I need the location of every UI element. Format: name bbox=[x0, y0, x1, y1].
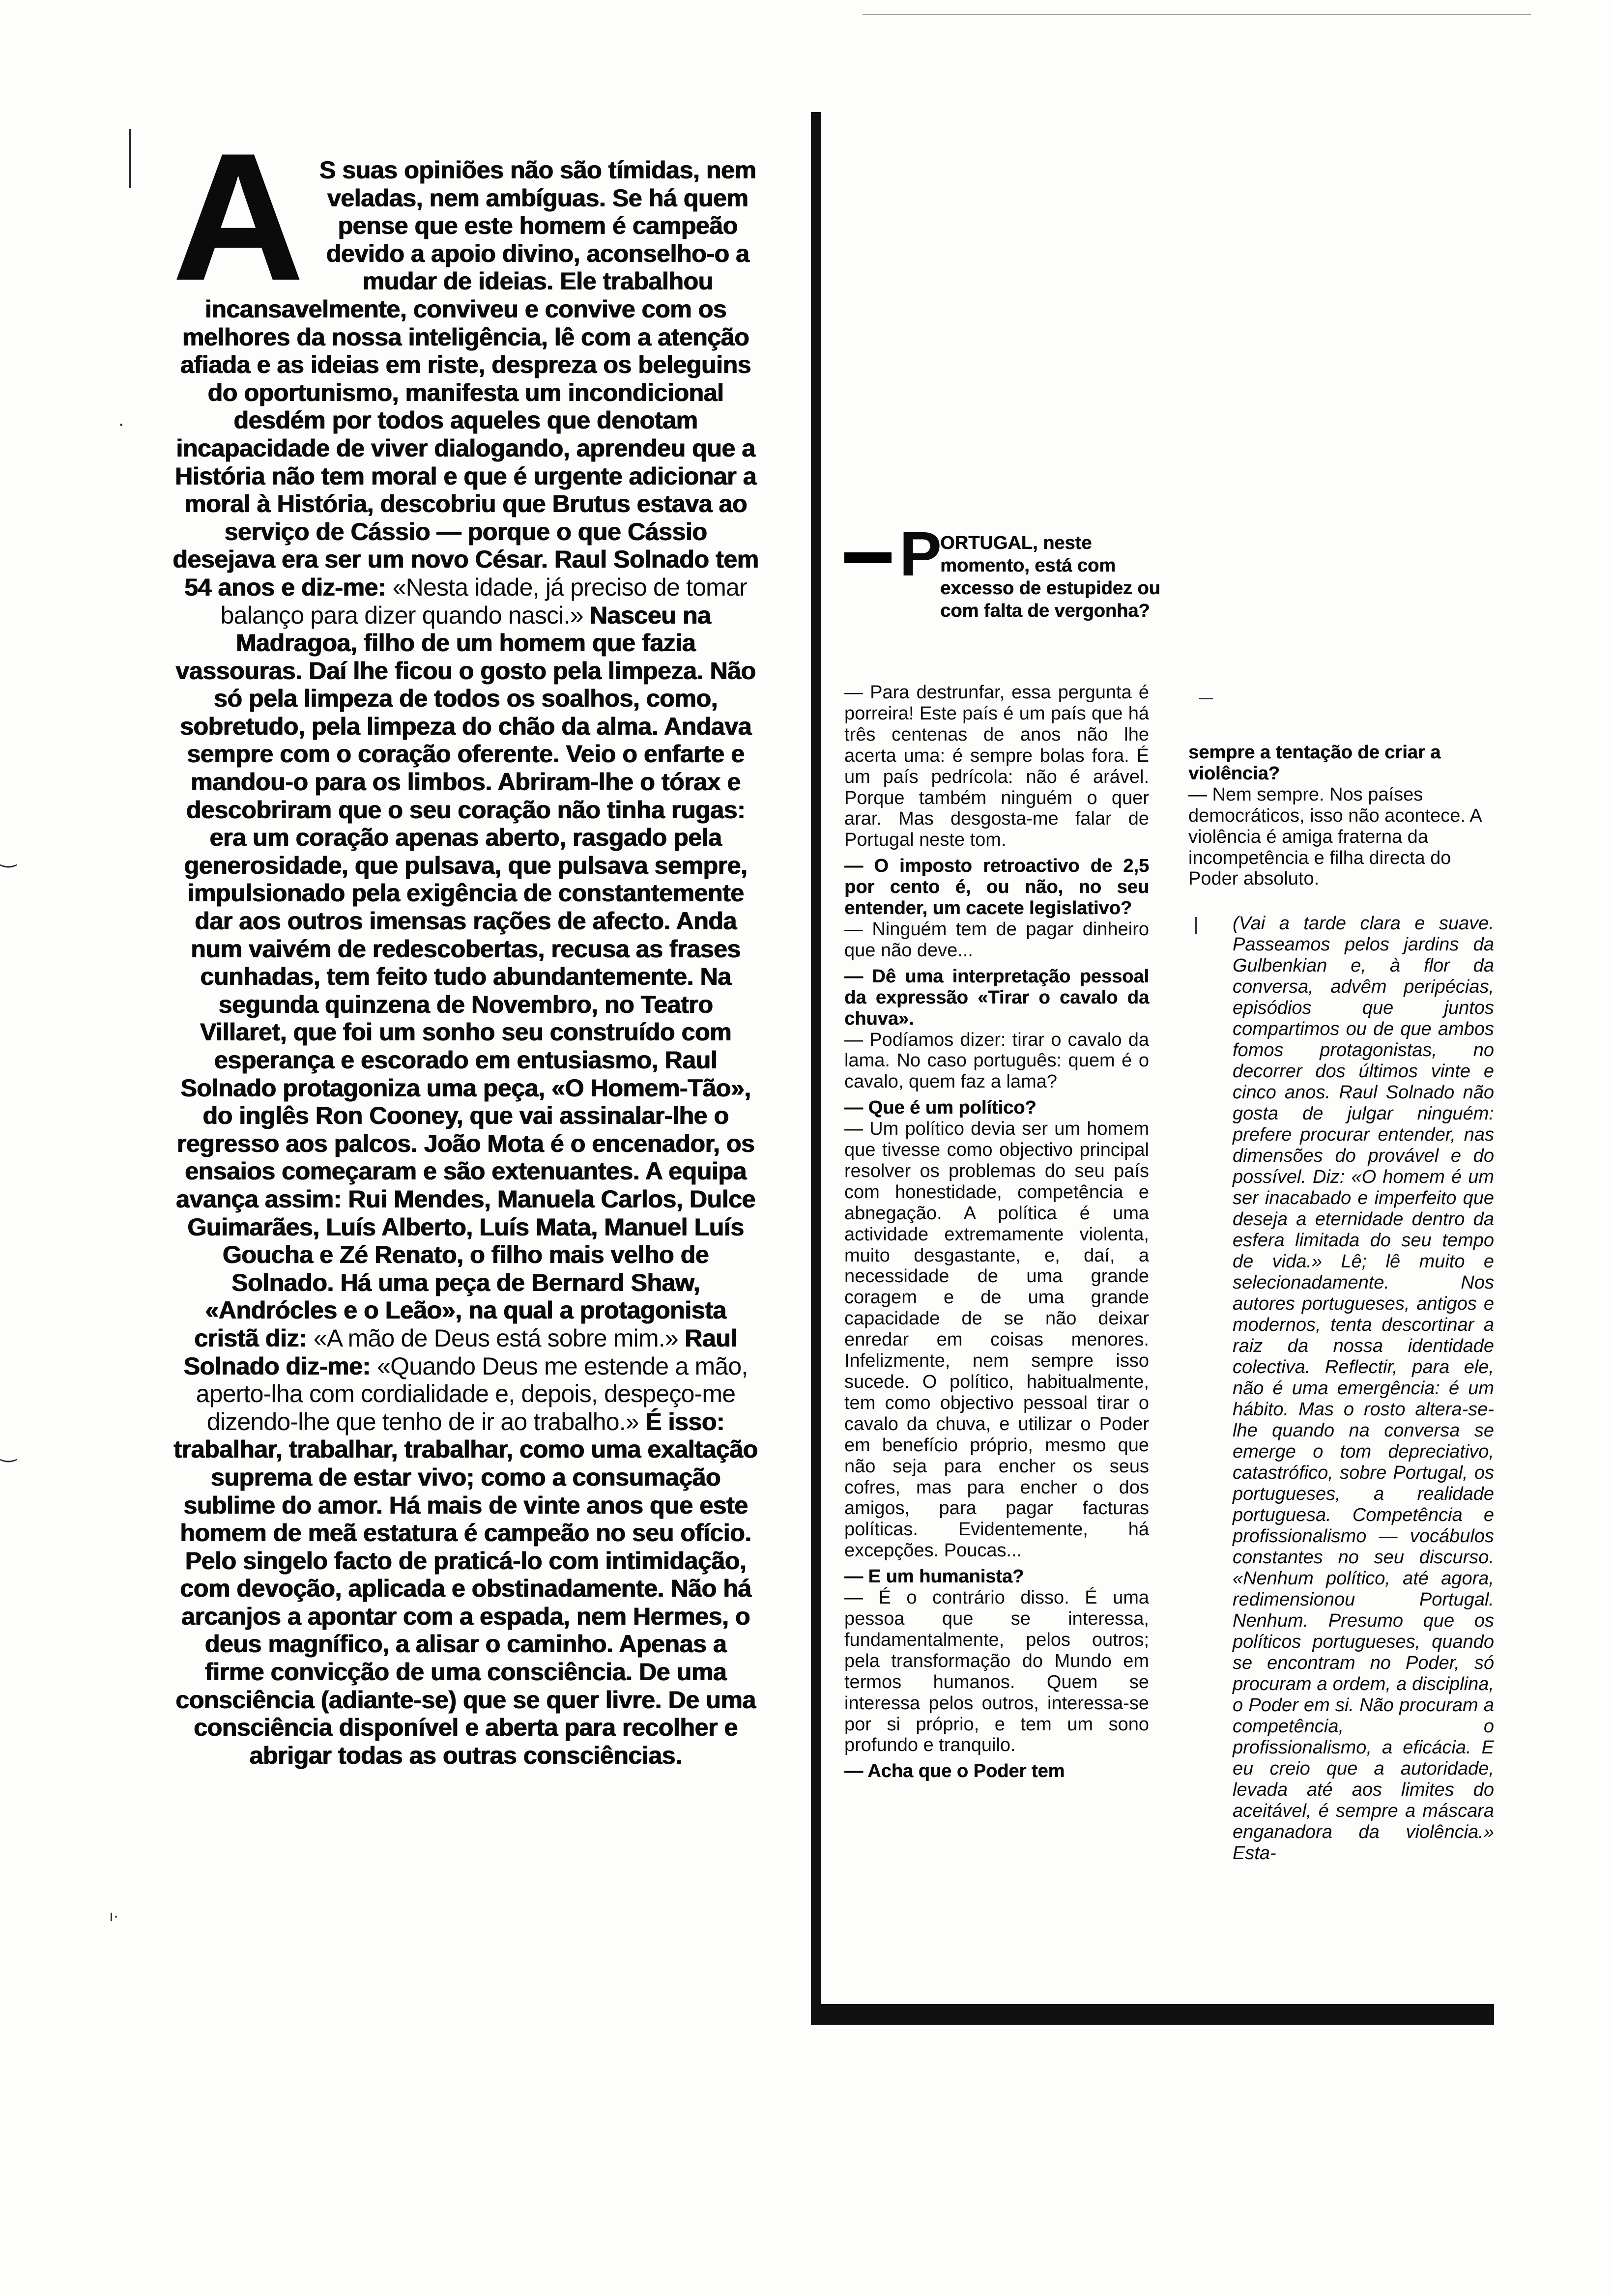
intro-column bbox=[172, 115, 759, 1769]
quote: «A mão de Deus está sobre mim.» bbox=[313, 1324, 685, 1352]
answer-text: — Ninguém tem de pagar dinheiro que não deve... bbox=[844, 918, 1149, 961]
scan-mark: ‿ bbox=[0, 846, 17, 867]
narrative-aside: (Vai a tarde clara e suave. Passeamos pelos jardins da Gulbenkian e, à flor da conversa, advêm peripécias, episódios que juntos compartimos ou de que ambos fomos protagonistas, no decorrer dos últimos vinte e cinco anos. Raul Solnado não gosta de julgar ninguém: prefere procurar entender, nas dimensões do provável e do possível. Diz: «O homem é um ser inacabado e imperfeito que deseja a eternidade dentro da esfera limitada do seu tempo de vida.» Lê; lê muito e selecionadamente. Nos autores portugueses, antigos e modernos, tenta descortinar a raiz da nossa identidade colectiva. Reflectir, para ele, não é uma emergência: é um hábito. Mas o rosto altera-se-lhe quando na conversa se emerge o tom depreciativo, catastrófico, sobre Portugal, os portugueses, a realidade portuguesa. Competência e profissionalismo — vocábulos constantes no seu discurso. «Nenhum político, até agora, redimensionou Portugal. Nenhum. Presumo que os políticos portugueses, quando se encontram no Poder, só procuram a ordem, a disciplina, o Poder em si. Não procuram a competência, o profissionalismo, a eficácia. E eu creio que a autoridade, levada até aos limites do aceitável, é sempre a máscara enganadora da violência.» Esta- bbox=[1233, 913, 1494, 1864]
scan-mark: ı· bbox=[109, 1907, 119, 1924]
frame-vertical-bar bbox=[811, 112, 821, 2004]
frame-bottom-bar bbox=[811, 2004, 1494, 2025]
question-text: — E um humanista? bbox=[844, 1566, 1024, 1587]
answer-text: — Para destrunfar, essa pergunta é porreira! Este país é um país que há três centenas de anos não lhe acerta uma: é sempre bolas fora. É um país pedrícola: não é arável. Porque também ninguém o quer arar. Mas desgosta-me falar de Portugal neste tom. bbox=[844, 682, 1149, 851]
question-text: — O imposto retroactivo de 2,5 por cento é, ou não, no seu entender, um cacete legislativo? bbox=[844, 856, 1149, 919]
intro-text: S suas opiniões não são tímidas, nem veladas, nem ambíguas. Se há quem pense que este homem é campeão devido a apoio divino, aconselho-o a mudar de ideias. Ele trabalhou incansavelmente, conviveu e convive com os melhores da nossa inteligência, lê com a atenção afiada e as ideias em riste, despreza os beleguins do oportunismo, manifesta um incondicional desdém por todos aqueles que denotam incapacidade de viver dialogando, aprendeu que a História não tem moral e que é urgente adicionar a moral à História, descobriu que Brutus estava ao serviço de Cássio — porque o que Cássio desejava era ser um novo César. Raul Solnado tem 54 anos e diz-me: bbox=[173, 156, 759, 601]
margin-mark bbox=[129, 129, 131, 188]
drop-cap-p: P bbox=[899, 519, 942, 589]
intro-text: É isso: trabalhar, trabalhar, trabalhar, como uma exaltação suprema de estar vivo; como a consumação sublime do amor. Há mais de vinte anos que este homem de meã estatura é campeão no seu ofício. Pelo singelo facto de praticá-lo com intimidação, com devoção, aplicada e obstinadamente. Não há arcanjos a apontar com a espada, nem Hermes, o deus magnífico, a alisar o caminho. Apenas a firme convicção de uma consciência. De uma consciência (adiante-se) que se quer livre. De uma consciência disponível e aberta para recolher e abrigar todas as outras consciências. bbox=[173, 1407, 758, 1769]
stray-mark bbox=[1199, 698, 1213, 699]
intro-text: Nasceu na Madragoa, filho de um homem que fazia vassouras. Daí lhe ficou o gosto pela limpeza. Não só pela limpeza de todos os soalhos, como, sobretudo, pela limpeza do chão da alma. Andava sempre com o coração oferente. Veio o enfarte e mandou-o para os limbos. Abriram-lhe o tórax e descobriram que o seu coração não tinha rugas: era um coração apenas aberto, rasgado pela generosidade, que pulsava, que pulsava sempre, impulsionado pela exigência de constantemente dar aos outros imensas rações de afecto. Anda num vaivém de redescobertas, recusa as frases cunhadas, tem feito tudo abundantemente. Na segunda quinzena de Novembro, no Teatro Villaret, que foi um sonho seu construído com esperança e escorado em entusiasmo, Raul Solnado protagoniza uma peça, «O Homem-Tão», do inglês Ron Cooney, que vai assinalar-lhe o regresso aos palcos. João Mota é o encenador, os ensaios começaram e são extenuantes. A equipa avança assim: Rui Mendes, Manuela Carlos, Dulce Guimarães, Luís Alberto, Luís Mata, Manuel Luís Goucha e Zé Renato, o filho mais velho de Solnado. Há uma peça de Bernard Shaw, «Andrócles e o Leão», na qual a protagonista cristã diz: bbox=[175, 601, 756, 1352]
question-text: — Acha que o Poder tem bbox=[844, 1761, 1065, 1782]
quote: «Quando Deus me estende a mão, aperto-lha com cordialidade e, depois, despeço-me dizendo-lhe que tenho de ir ao trabalho.» bbox=[196, 1352, 748, 1435]
scan-mark: ‿ bbox=[0, 1440, 17, 1462]
answer-text: — É o contrário disso. É uma pessoa que se interessa, fundamentalmente, pelos outros; pela transformação do Mundo em termos humanos. Quem se interessa pelos outros, interessa-se por si próprio, e tem um sono profundo e tranquilo. bbox=[844, 1587, 1149, 1756]
answer-text: — Um político devia ser um homem que tivesse como objectivo principal resolver os problemas do seu país com honestidade, competência e abnegação. A política é uma actividade extremamente violenta, muito desgastante, e, daí, a necessidade de uma grande coragem e de uma grande capacidade de se não deixar enredar em coisas menores. Infelizmente, nem sempre isso sucede. O político, habitualmente, tem como objectivo pessoal tirar o cavalo da chuva, e utilizar o Poder em benefício próprio, mesmo que não seja para encher os seus cofres, mas para encher o dos amigos, para pagar facturas políticas. Evidentemente, há excepções. Poucas... bbox=[844, 1119, 1149, 1561]
drop-cap: A bbox=[172, 115, 304, 318]
question-text: — Que é um político? bbox=[844, 1097, 1036, 1119]
quote: «Nesta idade, já preciso de tomar balanço para dizer quando nasci.» bbox=[220, 573, 747, 629]
question-text: ORTUGAL, neste momento, está com excesso de estupidez ou com falta de vergonha? bbox=[940, 533, 1160, 621]
interview-column-1 bbox=[844, 682, 1149, 1782]
interview-question-1 bbox=[844, 519, 1181, 622]
intro-text: Raul Solnado diz-me: bbox=[183, 1324, 737, 1380]
answer-text: — Podíamos dizer: tirar o cavalo da lama. No caso português: quem é o cavalo, quem faz a lama? bbox=[844, 1029, 1149, 1092]
dash-mark bbox=[844, 552, 892, 563]
question-text: sempre a tentação de criar a violência? bbox=[1188, 742, 1441, 784]
answer-text: — Nem sempre. Nos países democráticos, isso não acontece. A violência é amiga fraterna da incompetência e filha directa do Poder absoluto. bbox=[1188, 784, 1481, 890]
question-text: — Dê uma interpretação pessoal da expressão «Tirar o cavalo da chuva». bbox=[844, 966, 1149, 1029]
interview-column-2 bbox=[1188, 742, 1494, 1864]
scan-mark: · bbox=[118, 413, 125, 434]
top-rule bbox=[863, 14, 1531, 15]
